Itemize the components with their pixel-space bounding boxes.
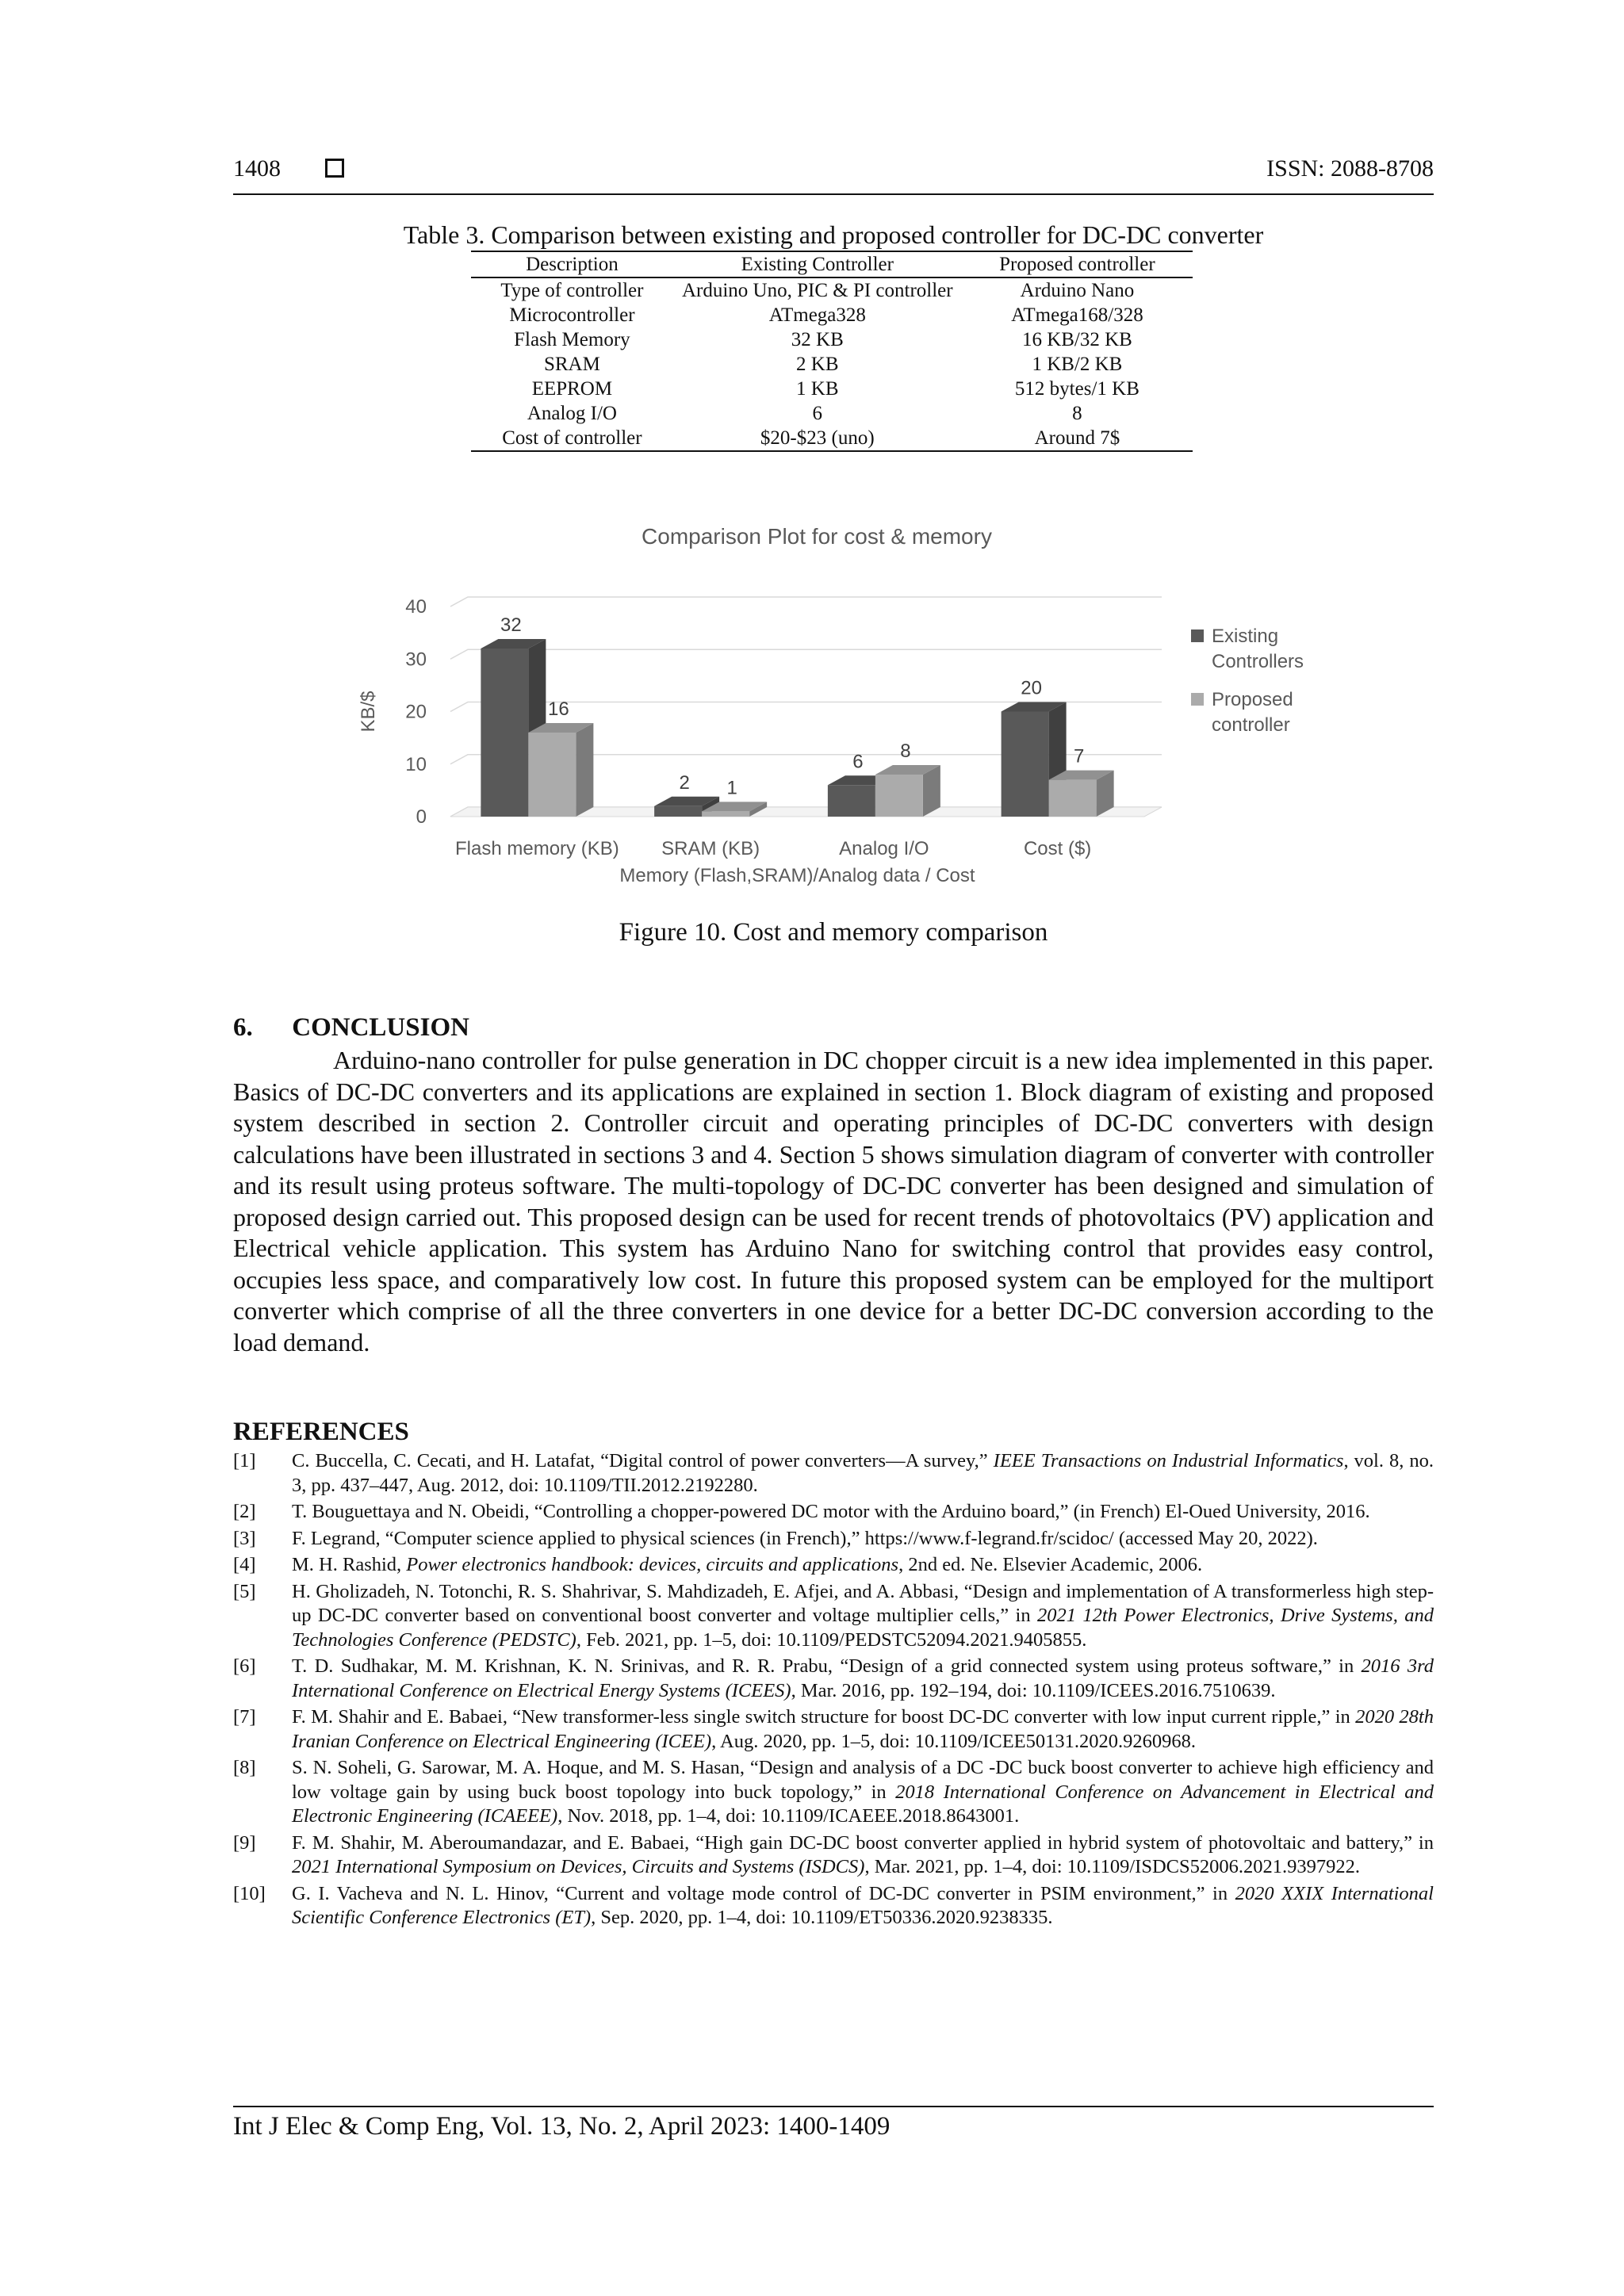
reference-before: F. Legrand, “Computer science applied to physical sciences (in French),” https://www.f-legrand.fr/scidoc/ (accessed May 20, 2022).: [292, 1527, 1318, 1549]
reference-italic: 2021 12th Power Electronics, Drive Systems, and Technologies Conference (PEDSTC): [292, 1605, 1434, 1651]
reference-number: [7]: [233, 1706, 256, 1728]
reference-number: [5]: [233, 1580, 256, 1602]
y-tick-label: 0: [416, 806, 427, 828]
reference-text: [292, 1449, 1434, 1498]
reference-item: [233, 1756, 1434, 1829]
bar-front: [875, 775, 923, 817]
table-cell: Type of controller: [500, 280, 644, 301]
reference-number: [8]: [233, 1757, 256, 1778]
reference-item: [233, 1500, 1434, 1525]
x-tick-label: Cost ($): [1023, 838, 1092, 859]
reference-after: , Mar. 2016, pp. 192–194, doi: 10.1109/ICEES.2016.7510639.: [791, 1679, 1276, 1701]
bar-proposed: [875, 765, 940, 817]
reference-after: , Nov. 2018, pp. 1–4, doi: 10.1109/ICAEEE.2018.8643001.: [557, 1805, 1020, 1827]
reference-text: [292, 1527, 1434, 1552]
table-cell: 6: [812, 403, 823, 424]
reference-after: , Aug. 2020, pp. 1–5, doi: 10.1109/ICEE50131.2020.9260968.: [711, 1730, 1197, 1752]
table-cell: SRAM: [543, 354, 600, 375]
reference-number: [2]: [233, 1501, 256, 1522]
table-cell: 512 bytes/1 KB: [1014, 378, 1139, 400]
table-row: [471, 327, 1193, 352]
page-number: 1408: [233, 155, 281, 182]
table-cell: Arduino Nano: [1020, 280, 1135, 301]
reference-number: [1]: [233, 1450, 256, 1471]
table-cell: 1 KB: [796, 378, 839, 400]
table-cell: Around 7$: [1034, 427, 1120, 449]
table-cell: Analog I/O: [527, 403, 617, 424]
reference-italic: 2016 3rd International Conference on Electrical Energy Systems (ICEES): [292, 1655, 1434, 1701]
bar-front: [1049, 780, 1097, 817]
references-list: [233, 1449, 1434, 1933]
reference-item: [233, 1882, 1434, 1931]
table-cell: 2 KB: [796, 354, 839, 375]
legend-label: controller: [1212, 714, 1290, 736]
y-axis-label: KB/$: [358, 691, 379, 733]
reference-before: G. I. Vacheva and N. L. Hinov, “Current and voltage mode control of DC-DC converter in PSIM environment,” in: [292, 1882, 1235, 1904]
data-label: 20: [1021, 677, 1042, 699]
legend-swatch: [1191, 629, 1204, 642]
bar-front: [481, 649, 528, 817]
reference-number: [9]: [233, 1831, 256, 1854]
conclusion-body: Arduino-nano controller for pulse generation in DC chopper circuit is a new idea implemented in this paper. Basics of DC-DC converters and its applications are explained in section 1. Block diagram of existing and proposed system described in section 2. Controller circuit and operating principles of DC-DC converters with design calculations have been illustrated in sections 3 and 4. Section 5 shows simulation diagram of converter with controller and its result using proteus software. The multi-topology of DC-DC converter has been designed and simulation of proposed design carried out. This proposed design can be used for recent trends of photovoltaics (PV) application and Electrical vehicle application. This system has Arduino Nano for switching control that provides easy control, occupies less space, and comparatively low cost. In future this proposed system can be employed for the multiport converter which comprise of all the three converters in one device for a better DC-DC conversion according to the load demand.: [233, 1046, 1434, 1357]
cost-memory-chart: [349, 507, 1396, 904]
reference-text: [292, 1756, 1434, 1829]
x-tick-label: Flash memory (KB): [455, 838, 619, 859]
table-row: [471, 401, 1193, 426]
reference-before: M. H. Rashid,: [292, 1554, 407, 1575]
table-cell: 1 KB/2 KB: [1032, 354, 1123, 375]
y-tick-label: 40: [405, 596, 427, 618]
reference-item: [233, 1831, 1434, 1880]
reference-item: [233, 1705, 1434, 1754]
bar-front: [828, 785, 875, 817]
bar-front: [702, 811, 749, 817]
reference-text: [292, 1500, 1434, 1525]
reference-before: T. Bouguettaya and N. Obeidi, “Controlling a chopper-powered DC motor with the Arduino board,” (in French) El-Oued University, 2016.: [292, 1501, 1370, 1522]
reference-number: [10]: [233, 1882, 266, 1904]
data-label: 2: [679, 771, 690, 794]
table-cell: Arduino Uno, PIC & PI controller: [681, 280, 953, 301]
table-cell: 8: [1072, 403, 1082, 424]
chart-title: Comparison Plot for cost & memory: [642, 524, 992, 549]
table-header-cell: Proposed controller: [999, 254, 1155, 275]
reference-before: S. N. Soheli, G. Sarowar, M. A. Hoque, and M. S. Hasan, “Design and analysis of a DC -DC buck boost converter to achieve high efficiency and low voltage gain by using buck boost topology into buck topology,” in: [292, 1757, 1434, 1803]
data-label: 8: [900, 740, 911, 762]
table-cell: Flash Memory: [514, 329, 630, 350]
reference-before: C. Buccella, C. Cecati, and H. Latafat, “Digital control of power converters—A survey,”: [292, 1450, 994, 1471]
reference-italic: 2021 International Symposium on Devices, Circuits and Systems (ISDCS): [292, 1856, 865, 1877]
table-cell: Microcontroller: [509, 304, 635, 326]
reference-item: [233, 1527, 1434, 1552]
legend-swatch: [1191, 693, 1204, 706]
reference-italic: Power electronics handbook: devices, circuits and applications: [406, 1554, 899, 1575]
reference-italic: 2020 28th Iranian Conference on Electrical Engineering (ICEE): [292, 1706, 1434, 1752]
table-cell: ATmega168/328: [1011, 304, 1143, 326]
data-label: 32: [500, 614, 522, 636]
reference-after: , Mar. 2021, pp. 1–4, doi: 10.1109/ISDCS52006.2021.9397922.: [864, 1856, 1360, 1877]
reference-before: T. D. Sudhakar, M. M. Krishnan, K. N. Srinivas, and R. R. Prabu, “Design of a grid connected system using proteus software,” in: [292, 1655, 1362, 1677]
table-cell: Cost of controller: [502, 427, 642, 449]
table-row: [471, 303, 1193, 327]
chart-legend: [1191, 626, 1304, 736]
reference-text: [292, 1580, 1434, 1653]
reference-item: [233, 1553, 1434, 1578]
table-cell: ATmega328: [768, 304, 866, 326]
table-row: [471, 277, 1193, 303]
reference-text: [292, 1831, 1434, 1880]
reference-item: [233, 1580, 1434, 1653]
conclusion-heading: 6. CONCLUSION: [233, 1013, 469, 1042]
reference-italic: IEEE Transactions on Industrial Informatics: [993, 1450, 1344, 1471]
reference-after: , vol. 8, no. 3, pp. 437–447, Aug. 2012, doi: 10.1109/TII.2012.2192280.: [292, 1450, 1434, 1496]
bar-side: [576, 723, 593, 817]
reference-text: [292, 1882, 1434, 1931]
table-row: [471, 352, 1193, 377]
reference-after: , Sep. 2020, pp. 1–4, doi: 10.1109/ET50336.2020.9238335.: [591, 1907, 1053, 1928]
data-label: 6: [852, 751, 864, 773]
bar-front: [1002, 712, 1049, 817]
table-cell: $20-$23 (uno): [760, 427, 875, 449]
table-header-cell: Description: [526, 254, 619, 275]
header-square-icon: [325, 159, 344, 178]
header-rule: [233, 193, 1434, 195]
bar-proposed: [528, 723, 593, 817]
x-tick-label: Analog I/O: [839, 838, 929, 859]
reference-before: F. M. Shahir and E. Babaei, “New transformer-less single switch structure for boost DC-DC converter with low input current ripple,” in: [292, 1706, 1356, 1728]
table-header-cell: Existing Controller: [741, 254, 894, 275]
figure-caption: Figure 10. Cost and memory comparison: [619, 918, 1048, 947]
data-label: 7: [1073, 745, 1085, 767]
reference-number: [3]: [233, 1527, 256, 1549]
gridline: [450, 597, 1162, 607]
references-heading: REFERENCES: [233, 1418, 409, 1446]
data-label: 1: [726, 777, 737, 799]
reference-item: [233, 1449, 1434, 1498]
reference-before: H. Gholizadeh, N. Totonchi, R. S. Shahrivar, S. Mahdizadeh, E. Afjei, and A. Abbasi, “Design and implementation of A transformerless high step-up DC-DC converter based on conventional boost converter and voltage multiplier cells,” in: [292, 1580, 1434, 1626]
table-header-row: [471, 251, 1193, 277]
reference-before: F. M. Shahir, M. Aberoumandazar, and E. Babaei, “High gain DC-DC boost converter applied in hybrid system of photovoltaic and battery,” in: [292, 1831, 1434, 1854]
table-cell: 16 KB/32 KB: [1021, 329, 1132, 350]
legend-label: Proposed: [1212, 689, 1293, 710]
y-tick-label: 20: [405, 701, 427, 723]
x-axis-label: Memory (Flash,SRAM)/Analog data / Cost: [619, 865, 975, 886]
bar-front: [654, 806, 702, 817]
table-row: [471, 377, 1193, 401]
issn: ISSN: 2088-8708: [1266, 155, 1434, 182]
reference-number: [4]: [233, 1554, 256, 1575]
legend-label: Controllers: [1212, 651, 1304, 672]
reference-italic: 2020 XXIX International Scientific Conference Electronics (ET): [292, 1882, 1434, 1928]
y-tick-label: 10: [405, 753, 427, 775]
table-cell: 32 KB: [791, 329, 844, 350]
y-tick-label: 30: [405, 649, 427, 671]
reference-text: [292, 1655, 1434, 1703]
reference-italic: 2018 International Conference on Advancement in Electrical and Electronic Engineering (ICAEEE): [292, 1781, 1434, 1827]
reference-item: [233, 1655, 1434, 1703]
gridline: [450, 649, 1162, 659]
comparison-table: [471, 251, 1193, 452]
reference-text: [292, 1705, 1434, 1754]
reference-text: [292, 1553, 1434, 1578]
data-label: 16: [548, 698, 569, 720]
table-row: [471, 426, 1193, 451]
reference-after: , Feb. 2021, pp. 1–5, doi: 10.1109/PEDSTC52094.2021.9405855.: [576, 1628, 1087, 1651]
reference-number: [6]: [233, 1655, 256, 1677]
footer-citation: Int J Elec & Comp Eng, Vol. 13, No. 2, April 2023: 1400-1409: [233, 2112, 891, 2141]
table-cell: EEPROM: [531, 378, 613, 400]
table-caption: Table 3. Comparison between existing and proposed controller for DC-DC converter: [403, 220, 1264, 249]
footer-rule: [233, 2106, 1434, 2107]
legend-label: Existing: [1212, 626, 1279, 647]
x-tick-label: SRAM (KB): [661, 838, 760, 859]
bar-proposed: [1049, 771, 1114, 817]
reference-after: , 2nd ed. Ne. Elsevier Academic, 2006.: [898, 1554, 1203, 1575]
bar-front: [528, 733, 576, 817]
